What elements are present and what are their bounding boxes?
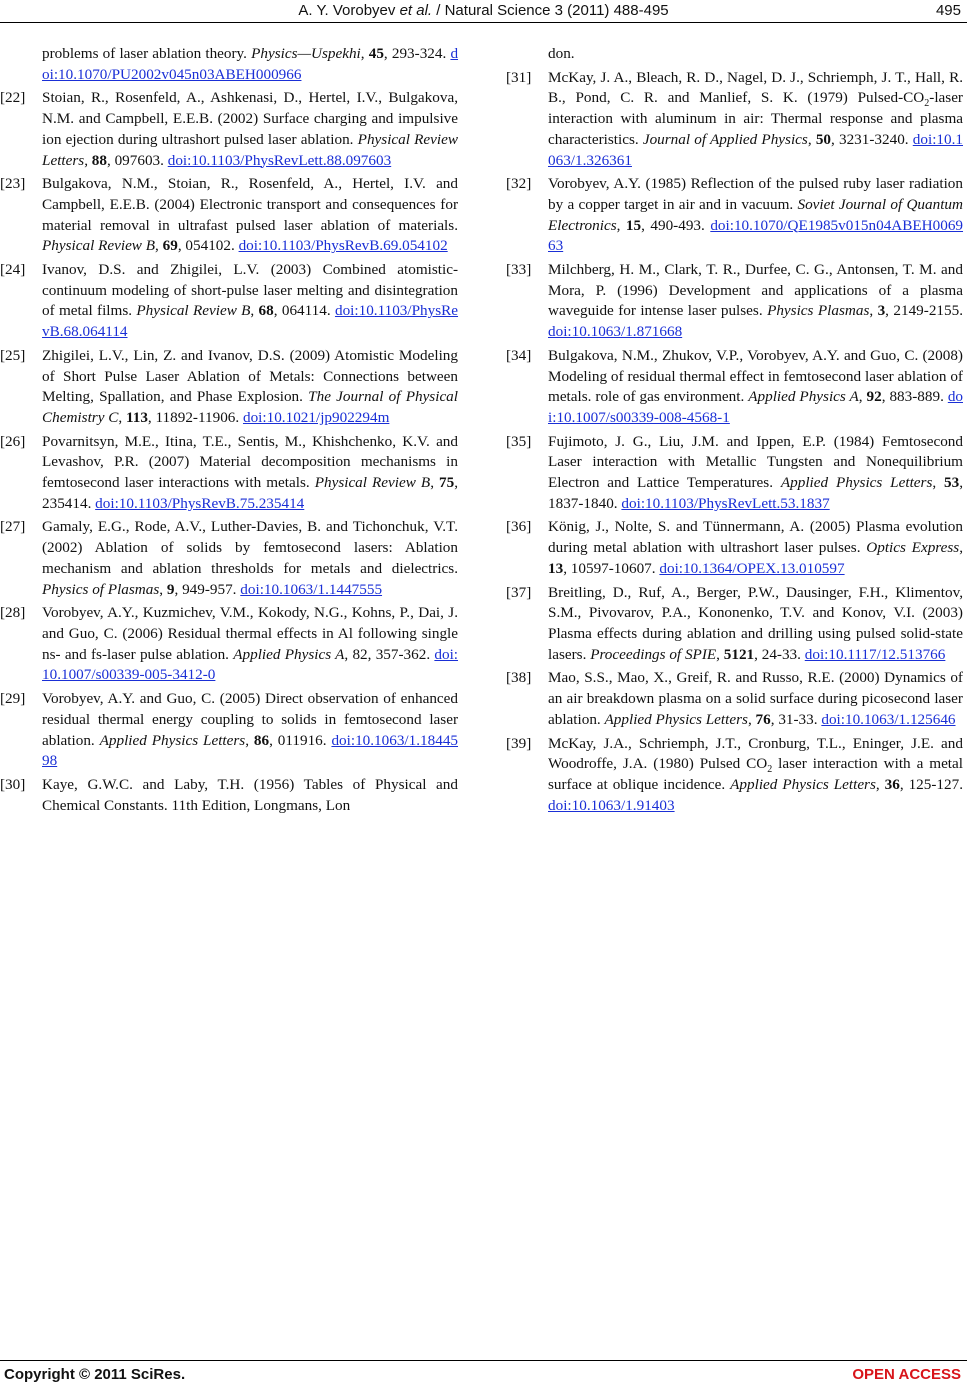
reference-item: [33] Milchberg, H. M., Clark, T. R., Durfee, C. G., Antonsen, T. M. and Mora, P. (1996) Development and applications of a plasma waveguide for intense laser pulses. Physics Plasmas, 3, 2149-2155. doi:10.1063/1.871668 (506, 261, 963, 341)
doi-link[interactable]: doi:10.1103/PhysRevB.69.054102 (238, 237, 448, 255)
subscript: 2 (924, 98, 930, 110)
reference-sep: , (360, 45, 369, 62)
reference-pages: , 235414. (42, 474, 458, 512)
right-column (506, 44, 963, 819)
reference-journal: Applied Physics Letters (604, 710, 748, 728)
doi-link[interactable]: doi:10.1063/1.1447555 (240, 580, 383, 598)
reference-journal: Applied Physics A (748, 388, 859, 406)
reference-pages: , 883-889. (881, 388, 948, 406)
reference-text: König, J., Nolte, S. and Tünnermann, A. (2005) Plasma evolution during metal ablation with ultrashort laser pulses. (548, 518, 963, 557)
reference-text: Breitling, D., Ruf, A., Berger, P.W., Dausinger, F.H., Klimentov, S.M., Pivovarov, P.A., Kononenko, T.V. and Konov, V.I. (2003) Plasma effects during ablation and drilling using pulsed solid-state lasers. (548, 583, 963, 663)
reference-item: [26] Povarnitsyn, M.E., Itina, T.E., Sentis, M., Khishchenko, K.V. and Levashov, P.R. (2007) Material decomposition mechanisms in femtosecond laser interactions with metals. Physical Review B, 75, 235414. doi:10.1103/PhysRevB.75.235414 (0, 432, 458, 512)
reference-journal: Physical Review B (42, 237, 156, 255)
open-access-label: OPEN ACCESS (852, 1366, 961, 1383)
copyright-notice: Copyright © 2011 SciRes. (4, 1366, 186, 1383)
doi-link[interactable]: doi:10.1103/PhysRevLett.53.1837 (621, 494, 830, 512)
doi-link[interactable]: doi:10.1007/s00339-008-4568-1 (548, 388, 963, 426)
reference-text: Mao, S.S., Mao, X., Greif, R. and Russo, R.E. (2000) Dynamics of an air breakdown plasma on a solid surface during picosecond laser ablation. (548, 669, 963, 728)
reference-text: Zhigilei, L.V., Lin, Z. and Ivanov, D.S. (2009) Atomistic Modeling of Short Pulse Laser Ablation of Metals: Connections between Melting, Spallation, and Phase Explosion. (42, 346, 458, 406)
reference-journal: Applied Physics Letters (730, 775, 876, 793)
reference-item: [31] McKay, J. A., Bleach, R. D., Nagel, D. J., Schriemph, J. T., Hall, R. B., Pond, C. R. and Manlief, S. K. (1979) Pulsed-$CO_2$-laser interaction with aluminum in air: Thermal response and plasma characteristics. Journal of Applied Physics, 50, 3231-3240. doi:10.1063/1.326361 (506, 68, 963, 169)
reference-volume: 86 (253, 731, 270, 749)
reference-journal: Physical Review Letters (42, 130, 459, 169)
reference-number: [28] (0, 604, 26, 622)
reference-item (0, 603, 458, 686)
footer-rule (0, 1360, 967, 1361)
reference-pages: , 11892-11906. (147, 408, 243, 426)
running-header (0, 0, 967, 24)
reference-volume: 88 (91, 151, 107, 169)
reference-volume: 15 (625, 216, 642, 234)
reference-number: [29] (0, 690, 26, 708)
reference-item: [32] Vorobyev, A.Y. (1985) Reflection of the pulsed ruby laser radiation by a copper target in air and in vacuum. Soviet Journal of Quantum Electronics, 15, 490-493. doi:10.1070/QE1985v015n04ABEH006963 (506, 175, 964, 255)
reference-text: -laser interaction with aluminum in air: Thermal response and plasma characteristics. (548, 89, 963, 148)
reference-text: Vorobyev, A.Y. (1985) Reflection of the pulsed ruby laser radiation by a copper target in air and in vacuum. (548, 175, 963, 213)
reference-text: Bulgakova, N.M., Stoian, R., Rosenfeld, A., Hertel, I.V. and Campbell, E.E.B. (2004) Electronic transport and consequences for material removal in ultrafast pulsed laser ablation of materials. (42, 175, 458, 234)
reference-item: [39] McKay, J.A., Schriemph, J.T., Cronburg, T.L., Eninger, J.E. and Woodroffe, J.A. (1980) Pulsed $CO_2$ laser interaction with a metal surface at oblique incidence. Applied Physics Letters, 36, 125-127. doi:10.1063/1.91403 (506, 734, 963, 814)
reference-text: Vorobyev, A.Y. and Guo, C. (2005) Direct observation of enhanced residual thermal energy coupling to solids in femtosecond laser ablation. (42, 690, 458, 749)
reference-pages: , 293-324. (383, 45, 451, 62)
doi-link[interactable]: doi:10.1070/QE1985v015n04ABEH006963 (548, 216, 964, 255)
reference-pages: , 011916. (269, 731, 332, 749)
reference-item: [29] Vorobyev, A.Y. and Guo, C. (2005) Direct observation of enhanced residual thermal energy coupling to solids in femtosecond laser ablation. Applied Physics Letters, 86, 011916. doi:10.1063/1.1844598 (0, 690, 459, 770)
reference-volume: 76 (755, 710, 771, 728)
doi-link[interactable]: doi:10.1063/1.91403 (548, 796, 675, 814)
reference-text: Bulgakova, N.M., Zhukov, V.P., Vorobyev, A.Y. and Guo, C. (2008) Modeling of residual thermal effect in femtosecond laser ablation of metals. role of gas environment. (548, 346, 963, 406)
reference-journal: Applied Physics A (233, 645, 345, 663)
doi-link[interactable]: doi:10.1021/jp902294m (242, 408, 390, 426)
reference-text: Kaye, G.W.C. and Laby, T.H. (1956) Tables of Physical and Chemical Constants. 11th Edition, Longmans, Lon (42, 775, 458, 814)
reference-pages: , 097603. (106, 151, 168, 169)
reference-volume: 45 (368, 45, 384, 62)
reference-item: [36] König, J., Nolte, S. and Tünnermann, A. (2005) Plasma evolution during metal ablation with ultrashort laser pulses. Optics Express, 13, 10597-10607. doi:10.1364/OPEX.13.010597 (506, 518, 963, 577)
reference-volume: 53 (944, 474, 960, 492)
reference-journal: The Journal of Physical Chemistry C (42, 388, 458, 426)
reference-number: [23] (0, 175, 26, 193)
reference-number: [37] (506, 583, 532, 601)
reference-volume: 68 (258, 302, 274, 320)
doi-link[interactable]: doi:10.1007/s00339-005-3412-0 (42, 645, 459, 684)
reference-number: [27] (0, 518, 26, 536)
doi-link[interactable]: doi:10.1103/PhysRevB.75.235414 (95, 494, 305, 512)
doi-link[interactable]: doi:10.1063/1.871668 (548, 323, 683, 341)
reference-pages: , 1837-1840. (548, 474, 963, 512)
reference-volume: 113 (125, 408, 148, 426)
reference-item: [38] Mao, S.S., Mao, X., Greif, R. and Russo, R.E. (2000) Dynamics of an air breakdown plasma on a solid surface during picosecond laser ablation. Applied Physics Letters, 76, 31-33. doi:10.1063/1.125646 (506, 669, 963, 728)
reference-number: [31] (506, 68, 532, 86)
reference-journal: Proceedings of SPIE (590, 645, 717, 663)
reference-text: Gamaly, E.G., Rode, A.V., Luther-Davies, B. and Tichonchuk, V.T. (2002) Ablation of solids by femtosecond lasers: Ablation mechanism and ablation thresholds for metals and dielectrics. (42, 518, 458, 577)
reference-pages: , 054102. (177, 237, 239, 255)
reference-volume: 5121 (723, 645, 755, 663)
reference-item (0, 775, 458, 816)
reference-number: [38] (506, 669, 532, 687)
reference-volume: 3 (877, 302, 886, 320)
reference-volume: 92 (866, 388, 882, 406)
left-column (0, 44, 458, 819)
reference-number: [26] (0, 432, 26, 450)
doi-link[interactable]: doi:10.1103/PhysRevLett.88.097603 (167, 151, 392, 169)
reference-pages: , 2149-2155. (885, 302, 963, 320)
header-rule (0, 22, 967, 23)
reference-number: [35] (506, 432, 532, 450)
running-authors: A. Y. Vorobyev (298, 2, 400, 19)
reference-journal: Physics of Plasmas (42, 580, 160, 598)
reference-journal: Applied Physics Letters (99, 731, 246, 749)
reference-text: problems of laser ablation theory. (42, 45, 252, 62)
reference-number: [22] (0, 89, 26, 107)
reference-pages: , 31-33. (770, 710, 822, 728)
reference-number: [36] (506, 518, 532, 536)
reference-text: laser interaction with a metal surface at oblique incidence. (548, 755, 963, 793)
reference-text: McKay, J. A., Bleach, R. D., Nagel, D. J., Schriemph, J. T., Hall, R. B., Pond, C. R. and Manlief, S. K. (1979) Pulsed-CO (548, 68, 963, 107)
reference-journal: Optics Express (866, 539, 960, 557)
doi-link[interactable]: doi:10.1117/12.513766 (804, 645, 946, 663)
reference-continuation (506, 44, 963, 65)
reference-text: Vorobyev, A.Y., Kuzmichev, V.M., Kokody, N.G., Kohns, P., Dai, J. and Guo, C. (2006) Residual thermal effects in Al following single ns- and fs-laser pulse ablation. (42, 604, 458, 663)
reference-volume: 50 (815, 130, 831, 148)
reference-pages: , 3231-3240. (831, 130, 913, 148)
doi-link[interactable]: doi:10.1063/1.1844598 (42, 731, 459, 770)
page-number: 495 (935, 2, 961, 19)
reference-number: [32] (506, 175, 532, 193)
reference-number: [25] (0, 346, 26, 364)
reference-number: [33] (506, 261, 532, 279)
doi-link[interactable]: doi:10.1103/PhysRevB.68.064114 (42, 302, 459, 341)
reference-journal: Journal of Applied Physics (642, 130, 808, 148)
doi-link[interactable]: doi:10.1063/1.125646 (821, 710, 956, 728)
reference-item: [25] Zhigilei, L.V., Lin, Z. and Ivanov, D.S. (2009) Atomistic Modeling of Short Pulse Laser Ablation of Metals: Connections between Melting, Spallation, and Phase Explosion. The Journal of Physical Chemistry C, 113, 11892-11906. doi:10.1021/jp902294m (0, 346, 458, 426)
reference-journal: Physical Review B (136, 302, 251, 320)
running-journal: / Natural Science 3 (2011) 488-495 (432, 2, 669, 19)
reference-item: [37] Breitling, D., Ruf, A., Berger, P.W., Dausinger, F.H., Klimentov, S.M., Pivovarov, P.A., Kononenko, T.V. and Konov, V.I. (2003) Plasma effects during ablation and drilling using pulsed solid-state lasers. Proceedings of SPIE, 5121, 24-33. doi:10.1117/12.513766 (506, 583, 963, 663)
reference-text-continued: don. (548, 45, 575, 62)
reference-continuation (0, 44, 458, 85)
subscript: 2 (767, 764, 773, 776)
reference-volume: 36 (884, 775, 900, 793)
reference-number: [34] (506, 346, 532, 364)
reference-text: Povarnitsyn, M.E., Itina, T.E., Sentis, M., Khishchenko, K.V. and Levashov, P.R. (2007) Material decomposition mechanisms in femtosecond laser interactions with metals. (42, 432, 458, 492)
reference-volume: 69 (162, 237, 178, 255)
doi-link[interactable]: doi:10.1364/OPEX.13.010597 (659, 559, 845, 577)
reference-pages: , 125-127. (899, 775, 963, 793)
left-reference-list (0, 88, 458, 816)
reference-journal: Physics Plasmas (767, 302, 870, 320)
reference-text: Fujimoto, J. G., Liu, J.M. and Ippen, E.P. (1984) Femtosecond Laser interaction with Metallic Tungsten and Nonequilibrium Electron and Lattice Temperatures. (548, 432, 963, 492)
reference-journal: Applied Physics Letters (780, 474, 933, 492)
reference-journal: Soviet Journal of Quantum Electronics (548, 195, 963, 234)
reference-text: Ivanov, D.S. and Zhigilei, L.V. (2003) Combined atomistic-continuum modeling of short-pulse laser melting and disintegration of metal films. (42, 261, 458, 320)
reference-text: Milchberg, H. M., Clark, T. R., Durfee, C. G., Antonsen, T. M. and Mora, P. (1996) Development and applications of a plasma waveguide for intense laser pulses. (548, 261, 963, 320)
reference-item: [22] Stoian, R., Rosenfeld, A., Ashkenasi, D., Hertel, I.V., Bulgakova, N.M. and Campbell, E.E.B. (2002) Surface charging and impulsive ion ejection during ultrashort pulsed laser ablation. Physical Review Letters, 88, 097603. doi:10.1103/PhysRevLett.88.097603 (0, 89, 459, 169)
reference-pages: , 949-957. (174, 580, 241, 598)
reference-volume: 75 (439, 474, 455, 492)
reference-item: [27] Gamaly, E.G., Rode, A.V., Luther-Davies, B. and Tichonchuk, V.T. (2002) Ablation of solids by femtosecond lasers: Ablation mechanism and ablation thresholds for metals and dielectrics. Physics of Plasmas, 9, 949-957. doi:10.1063/1.1447555 (0, 518, 458, 598)
reference-number: [30] (0, 775, 26, 793)
reference-journal: Physical Review B (314, 474, 431, 492)
reference-volume: 13 (548, 559, 564, 577)
reference-pages: , 82, 357-362. (344, 645, 435, 663)
right-reference-list (506, 68, 963, 817)
reference-journal: Physics—Uspekhi (251, 45, 361, 62)
reference-item: [34] Bulgakova, N.M., Zhukov, V.P., Vorobyev, A.Y. and Guo, C. (2008) Modeling of residual thermal effect in femtosecond laser ablation of metals. role of gas environment. Applied Physics A, 92, 883-889. doi:10.1007/s00339-008-4568-1 (506, 346, 963, 426)
reference-text: Stoian, R., Rosenfeld, A., Ashkenasi, D., Hertel, I.V., Bulgakova, N.M. and Campbell, E.E.B. (2002) Surface charging and impulsive ion ejection during ultrashort pulsed laser ablation. (42, 89, 458, 148)
reference-pages: , 490-493. (641, 216, 711, 234)
reference-pages: , 064114. (273, 302, 335, 320)
reference-number: [24] (0, 261, 26, 279)
running-etal: et al. (399, 2, 433, 19)
reference-item: [35] Fujimoto, J. G., Liu, J.M. and Ippen, E.P. (1984) Femtosecond Laser interaction with Metallic Tungsten and Nonequilibrium Electron and Lattice Temperatures. Applied Physics Letters, 53, 1837-1840. doi:10.1103/PhysRevLett.53.1837 (506, 432, 963, 512)
reference-text: McKay, J.A., Schriemph, J.T., Cronburg, T.L., Eninger, J.E. and Woodroffe, J.A. (1980) Pulsed CO (548, 734, 963, 773)
reference-volume: 9 (166, 580, 175, 598)
reference-item: [23] Bulgakova, N.M., Stoian, R., Rosenfeld, A., Hertel, I.V. and Campbell, E.E.B. (2004) Electronic transport and consequences for material removal in ultrafast pulsed laser ablation of materials. Physical Review B, 69, 054102. doi:10.1103/PhysRevB.69.054102 (0, 175, 458, 255)
doi-link[interactable]: doi:10.1063/1.326361 (548, 130, 963, 169)
reference-item: [24] Ivanov, D.S. and Zhigilei, L.V. (2003) Combined atomistic-continuum modeling of short-pulse laser melting and disintegration of metal films. Physical Review B, 68, 064114. doi:10.1103/PhysRevB.68.064114 (0, 261, 459, 341)
reference-pages: , 10597-10607. (563, 559, 660, 577)
doi-link[interactable]: doi:10.1070/PU2002v045n03ABEH000966 (42, 45, 459, 83)
reference-pages: , 24-33. (754, 645, 805, 663)
reference-number: [39] (506, 734, 532, 752)
running-title (0, 2, 967, 19)
